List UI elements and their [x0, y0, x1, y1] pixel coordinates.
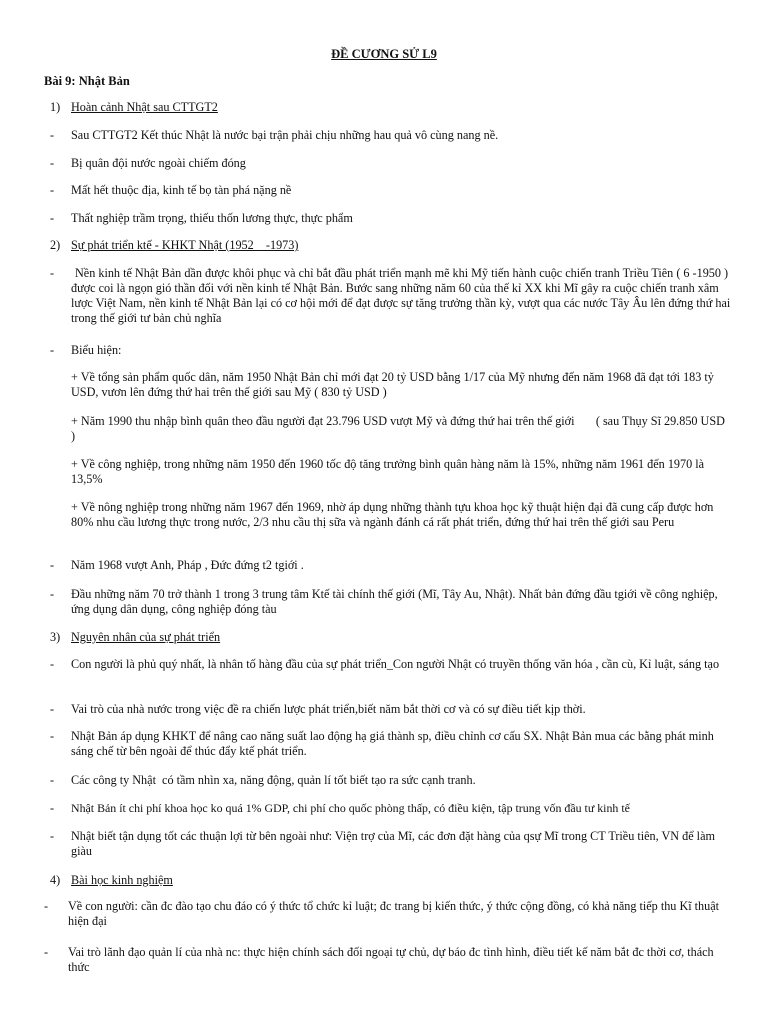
list-item-text: Vai trò của nhà nước trong việc đề ra chiến lược phát triển,biết năm bắt thời cơ và có sự điều tiết kịp thời.	[71, 702, 586, 716]
bullet-dash: -	[50, 829, 55, 843]
sub-item: + Về nông nghiệp trong những năm 1967 đến 1969, nhờ áp dụng những thành tựu khoa học kỹ thuật hiện đại đã cung cấp được hơn 80% nhu cầu lương thực trong nước, 2/3 nhu cầu thị sữa và ngành đánh cá rất phát triển, đứng thứ hai trên thế giới sau Peru	[71, 500, 714, 529]
list-item-text: Về con người: cần đc đào tạo chu đáo có ý thức tổ chức kỉ luật; đc trang bị kiến thức, ý thức cộng đồng, có khả năng tiếp thu Kĩ thuật hiện đại	[68, 899, 720, 928]
bullet-dash: -	[50, 702, 55, 716]
section-heading-text: Sự phát triển ktế - KHKT Nhật (1952 -1973)	[71, 238, 299, 252]
bullet-dash: -	[50, 729, 55, 743]
sub-item: + Năm 1990 thu nhập bình quân theo đầu người đạt 23.796 USD vượt Mỹ và đứng thứ hai trên thế giới ( sau Thụy Sĩ 29.850 USD )	[71, 414, 728, 443]
list-item-text: Nền kinh tế Nhật Bản dần được khôi phục và chỉ bắt đầu phát triển mạnh mẽ khi Mỹ tiến hành cuộc chiến tranh Triều Tiên ( 6 -1950 ) được coi là ngọn gió thần đối với nền kinh tế Nhật Bản. Bước sang những năm 60 của thế kỉ XX khi Mĩ gây ra cuộc chiến tranh xâm lược Việt Nam, nền kinh tế Nhật Bản lại có cơ hội mới để đạt được sự tăng trưởng thần kỳ, vượt qua các nước Tây Âu lên đứng thứ hai trong thế giới tư bản chủ nghĩa	[71, 266, 731, 325]
bullet-dash: -	[50, 266, 55, 280]
section-number: 1)	[50, 100, 61, 114]
section-heading-text: Hoàn cảnh Nhật sau CTTGT2	[71, 100, 218, 114]
bullet-dash: -	[50, 801, 55, 815]
section-number: 4)	[50, 873, 61, 887]
bullet-dash: -	[50, 128, 55, 142]
list-item-text: Con người là phủ quý nhất, là nhân tố hàng đầu của sự phát triển_Con người Nhật có truyền thống văn hóa , cần cù, Kỉ luật, sáng tạo	[71, 657, 720, 671]
section-heading-text: Bài học kinh nghiệm	[71, 873, 173, 887]
bullet-dash: -	[44, 945, 49, 959]
bullet-dash: -	[44, 899, 49, 913]
list-item-text: Năm 1968 vượt Anh, Pháp , Đức đứng t2 tgiới .	[71, 558, 304, 572]
sub-item: + Về tổng sản phẩm quốc dân, năm 1950 Nhật Bản chỉ mới đạt 20 tỷ USD bằng 1/17 của Mỹ nhưng đến năm 1968 đã đạt tới 183 tỷ USD, vươn lên đứng thứ hai trên thế giới sau Mỹ ( 830 tỷ USD )	[71, 370, 714, 399]
bullet-dash: -	[50, 156, 55, 170]
list-item-text: Nhật biết tận dụng tốt các thuận lợi từ bên ngoài như: Viện trợ của Mĩ, các đơn đặt hàng của qsự Mĩ trong CT Triều tiên, VN để làm giàu	[71, 829, 715, 858]
section-heading-text: Nguyên nhân của sự phát triển	[71, 630, 221, 644]
lesson-title: Bài 9: Nhật Bản	[44, 74, 130, 88]
sub-item: + Về công nghiệp, trong những năm 1950 đến 1960 tốc độ tăng trưởng bình quân hàng năm là 15%, những năm 1961 đến 1970 là 13,5%	[71, 457, 705, 486]
section-number: 2)	[50, 238, 61, 252]
section-number: 3)	[50, 630, 61, 644]
bullet-dash: -	[50, 587, 55, 601]
list-item-text: Nhật Bản ít chi phí khoa học ko quá 1% GDP, chi phí cho quốc phòng thấp, có điều kiện, tập trung vốn đầu tư kinh tế	[71, 801, 630, 815]
bullet-dash: -	[50, 211, 55, 225]
list-item-text: Các công ty Nhật có tầm nhìn xa, năng động, quản lí tốt biết tạo ra sức cạnh tranh.	[71, 773, 476, 787]
list-item-text: Thất nghiệp trầm trọng, thiếu thốn lương thực, thực phẩm	[71, 211, 353, 225]
list-item-text: Biểu hiện:	[71, 343, 122, 357]
bullet-dash: -	[50, 183, 55, 197]
list-item-text: Đầu những năm 70 trở thành 1 trong 3 trung tâm Ktế tài chính thế giới (Mĩ, Tây Au, Nhật). Nhất bản đứng đầu tgiới về công nghiệp, ứng dụng dân dụng, công nghiệp đóng tàu	[71, 587, 718, 616]
bullet-dash: -	[50, 657, 55, 671]
list-item-text: Bị quân đội nước ngoài chiếm đóng	[71, 156, 246, 170]
list-item-text: Nhật Bản áp dụng KHKT để nâng cao năng suất lao động hạ giá thành sp, điều chỉnh cơ cấu SX. Nhật Bản mua các bằng phát minh sáng chế từ bên ngoài để thúc đẩy ktế phát triển.	[71, 729, 714, 758]
list-item-text: Mất hết thuộc địa, kinh tế bọ tàn phá nặng nề	[71, 183, 292, 197]
page-title: ĐỀ CƯƠNG SỬ L9	[331, 47, 437, 61]
list-item-text: Sau CTTGT2 Kết thúc Nhật là nước bại trận phải chịu những hau quả vô cùng nang nề.	[71, 128, 499, 142]
list-item-text: Vai trò lãnh đạo quản lí của nhà nc: thực hiện chính sách đối ngoại tự chủ, dự báo đc tình hình, điều tiết kế năm bắt đc thời cơ, thách thức	[68, 945, 714, 974]
bullet-dash: -	[50, 558, 55, 572]
bullet-dash: -	[50, 773, 55, 787]
bullet-dash: -	[50, 343, 55, 357]
